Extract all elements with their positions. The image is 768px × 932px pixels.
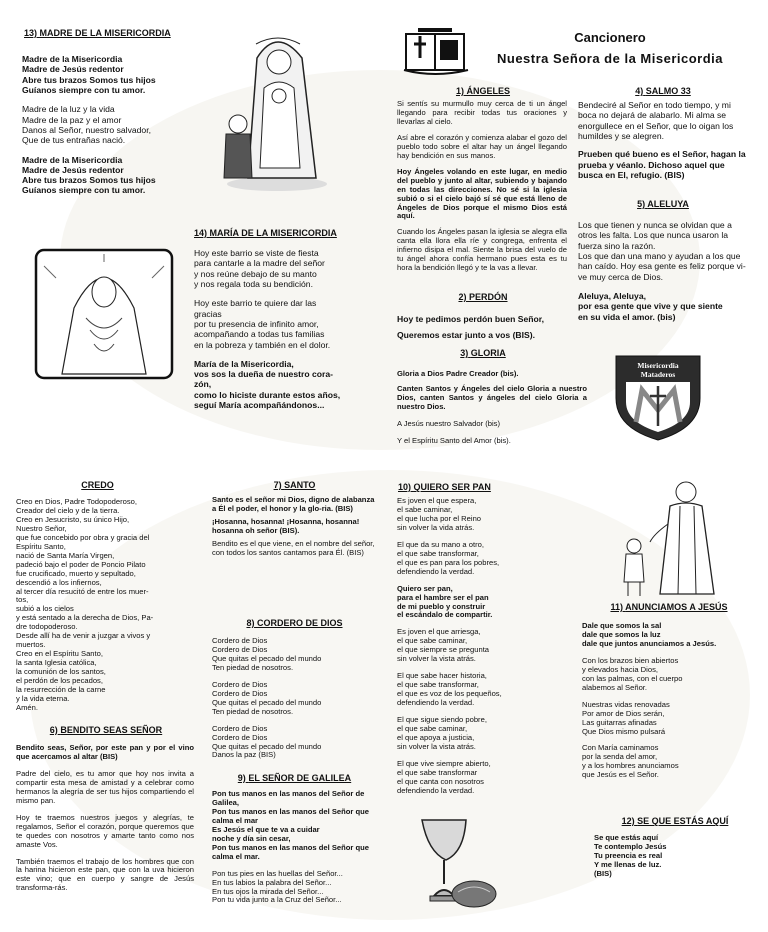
verse: Pon tus manos en las manos del Señor de Galilea, Pon tus manos en las manos del Señor que calma el mar Es Jesús el que te va a cuidar noche y día sin cesar, Pon tus manos en las manos del Señor que calma el mar.	[212, 789, 369, 861]
verse: Con María caminamos por la senda del amor, y a los hombres anunciamos que Jesús es el Señor.	[582, 743, 679, 780]
priest-child-illustration	[610, 478, 740, 600]
verse: También traemos el trabajo de los hombres que con la harina hicieron este pan, que con la uva hicieron este vino; que en cuerpo y sangre de Jesús transforma-rás.	[16, 856, 194, 893]
song-9-title: 9) EL SEÑOR DE GALILEA	[237, 773, 352, 783]
verse: Canten Santos y Ángeles del cielo Gloria a nuestro Dios, canten Santos y ángeles del cielo Gloria a nuestro Dios.	[397, 383, 587, 411]
verse: Así abre el corazón y comienza alabar el gozo del pueblo todo sobre el altar hay un ángel llegando hay bendición en sus manos.	[397, 132, 567, 160]
verse: Prueben qué bueno es el Señor, hagan la prueba y véanlo. Dichoso aquel que busca en El, refugio. (BIS)	[578, 149, 746, 180]
verse: El que sigue siendo pobre, el que sabe caminar, el que apoya a justicia, sin volver la vista atrás.	[397, 715, 487, 751]
song-2-title: 2) PERDÓN	[458, 292, 508, 302]
verse: Quiero ser pan, para el hambre ser el pan de mi pueblo y construir el escándalo de compartir.	[397, 583, 493, 620]
verse: Y el Espíritu Santo del Amor (bis).	[397, 435, 511, 445]
song-7-body	[212, 496, 377, 558]
song-12-title: 12) SE QUE ESTÁS AQUÍ	[621, 816, 729, 826]
song-13-body	[22, 54, 212, 196]
logo-text: Misericordia Mataderos	[637, 361, 679, 379]
verse: Hoy te pedimos perdón buen Señor,	[397, 314, 545, 324]
verse: Pon tus pies en las huellas del Señor... En tus labios la palabra del Señor... En tus ojos la mirada del Señor... Pon tu vida junto a la Cruz del Señor...	[212, 868, 343, 905]
parish-logo	[612, 352, 704, 442]
verse: El que da su mano a otro, el que sabe transformar, el que es pan para los pobres, defendiendo la verdad.	[397, 539, 500, 576]
song-2-body	[397, 314, 572, 341]
verse: Hoy Ángeles volando en este lugar, en medio del pueblo y junto al altar, subiendo y bajando en todas las direcciones. No sé si la iglesia subió o si el cielo bajó sí sé que está lleno de Ángeles de Dios porque el mismo Dios está aquí.	[397, 166, 567, 221]
page-title	[480, 30, 740, 66]
verse: Hoy te traemos nuestros juegos y alegrías, te regalamos, Señor el corazón, porque queremos que te quedes con nosotros y amarte tanto como nos amaste Vos.	[16, 812, 194, 849]
verse: ¡Hosanna, hosanna! ¡Hosanna, hosanna! hosanna oh señor (BIS).	[212, 516, 360, 535]
verse: Cuando los Ángeles pasan la iglesia se alegra ella canta ella llora ella ríe y congrega, enfrenta el infierno disipa el mal. Siente la brisa del vuelo de tu ángel ahora confía hermano pues esta es tu hora la bendición llegó y te la vas a llevar.	[397, 227, 567, 273]
verse: Dale que somos la sal dale que somos la luz dale que juntos anunciamos a Jesús.	[582, 621, 717, 648]
song-14-title: 14) MARÍA DE LA MISERICORDIA	[194, 228, 337, 238]
verse: A Jesús nuestro Salvador (bis)	[397, 418, 500, 428]
verse: Santo es el señor mi Dios, digno de alabanza a Él el poder, el honor y la glo-ria. (BIS)	[212, 495, 375, 513]
verse: El que vive siempre abierto, el que sabe transformar el que canta con nosotros defendiendo la verdad.	[397, 758, 491, 795]
verse: Padre del cielo, es tu amor que hoy nos invita a compartir esta mesa de amistad y a celebrar como hermanos la alegría de ser tus hijos compartiendo el mismo pan.	[16, 768, 194, 805]
verse: Aleluya, Aleluya, por esa gente que vive y que siente en su vida el amor. (bis)	[578, 290, 723, 322]
mary-framed-illustration	[34, 248, 174, 380]
song-3-body	[397, 370, 587, 446]
verse: Se que estás aquí Te contemplo Jesús Tu preencia es real Y me llenas de luz. (BIS)	[594, 833, 667, 878]
verse: Madre de la luz y la vida Madre de la paz y el amor Danos al Señor, nuestro salvador, Que de tus entrañas nació.	[22, 104, 151, 146]
virgin-child-illustration	[212, 28, 330, 193]
verse: Creo en Dios, Padre Todopoderoso, Creador del cielo y de la tierra. Creo en Jesucristo, su único Hijo, Nuestro Señor, que fue concebido por obra y gracia del Espíritu Santo, nació de Santa María Virgen, padeció bajo el poder de Poncio Pilato fue crucificado, muerto y sepultado, descendió a los infiernos, al tercer día resucitó de entre los muer- tos, subió a los cielos y está sentado a la derecha de Dios, Pa- dre todopoderoso. Desde allí ha de venir a juzgar a vivos y muertos. Creo en el Espíritu Santo, la santa Iglesia católica, la comunión de los santos, el perdón de los pecados, la resurrección de la carne y la vida eterna. Amén.	[16, 497, 154, 712]
song-1-body	[397, 100, 567, 273]
song-11-title: 11) ANUNCIAMOS A JESÚS	[610, 602, 728, 612]
verse: Hoy este barrio se viste de fiesta para cantarle a la madre del señor y nos reúne debajo de su manto y nos regala toda su bendición.	[194, 248, 325, 289]
verse: Madre de la Misericordia Madre de Jesús redentor Abre tus brazos Somos tus hijos Guíanos siempre con tu amor.	[22, 54, 156, 95]
song-10-title: 10) QUIERO SER PAN	[398, 482, 491, 492]
verse: Es joven el que arriesga, el que sabe caminar, el que siempre se pregunta sin volver la vista atrás.	[397, 627, 490, 664]
song-14-body	[194, 248, 364, 410]
verse: Los que tienen y nunca se olvidan que a otros les falta. Los que nunca usaron la fuerza sino la razón. Los que dan una mano y ayudan a los que han caído. Hoy esa gente es feliz porque vi-ve muy cerca de Dios.	[578, 220, 746, 282]
song-8-body	[212, 637, 377, 760]
verse: Nuestras vidas renovadas Por amor de Dios serán, Las guitarras afinadas Que Dios mismo pulsará	[582, 699, 670, 736]
song-3-title: 3) GLORIA	[460, 348, 506, 358]
header-book-icon	[400, 26, 472, 76]
verse: Queremos estar junto a vos (BIS).	[397, 330, 536, 341]
song-5-body	[578, 220, 750, 322]
song-9-body	[212, 790, 380, 905]
verse: Si sentís su murmullo muy cerca de ti un ángel llegando para recibir todas tus oraciones y llevarlas al cielo.	[397, 99, 567, 126]
song-6-title: 6) BENDITO SEAS SEÑOR	[49, 725, 163, 735]
song-1-title: 1) ÁNGELES	[455, 86, 511, 96]
verse: María de la Misericordia, vos sos la dueña de nuestro cora- zón, como lo hiciste durante estos años, seguí María acompañándonos...	[194, 358, 341, 411]
song-10-body	[397, 497, 532, 796]
verse: Es joven el que espera, el sabe caminar, el que lucha por el Reino sin volver la vida atrás.	[397, 496, 482, 532]
song-8-title: 8) CORDERO DE DIOS	[246, 618, 343, 628]
verse: Cordero de Dios Cordero de Dios Que quitas el pecado del mundo Danos la paz (BIS)	[212, 723, 322, 760]
credo-title: CREDO	[81, 480, 114, 490]
verse: Madre de la Misericordia Madre de Jesús redentor Abre tus brazos Somos tus hijos Guíanos siempre con tu amor.	[22, 154, 156, 196]
verse: Cordero de Dios Cordero de Dios Que quitas el pecado del mundo Ten piedad de nosotros.	[212, 636, 322, 672]
song-4-body	[578, 100, 750, 180]
verse: Cordero de Dios Cordero de Dios Que quitas el pecado del mundo Ten piedad de nosotros.	[212, 679, 322, 716]
title-line-1: Cancionero	[574, 30, 646, 45]
title-line-2: Nuestra Señora de la Misericordia	[496, 51, 724, 66]
song-7-title: 7) SANTO	[273, 480, 316, 490]
verse: Bendito es el que viene, en el nombre del señor, con todos los santos cantamos para Él. (BIS)	[212, 538, 375, 557]
verse: Bendito seas, Señor, por este pan y por el vino que acercamos al altar (BIS)	[16, 743, 194, 761]
credo-body	[16, 498, 196, 713]
song-4-title: 4) SALMO 33	[635, 86, 691, 96]
verse: Hoy este barrio te quiere dar las gracias por tu presencia de infinito amor, acompañando a todas tus familias en la pobreza y también en el dolor.	[194, 298, 331, 350]
verse: Bendeciré al Señor en todo tiempo, y mi boca no dejará de alabarlo. Mi alma se enorgullece en el Señor, que lo oigan los humildes y se alegren.	[578, 100, 734, 141]
verse: Gloria a Dios Padre Creador (bis).	[397, 369, 519, 378]
verse: Con los brazos bien abiertos y elevados hacia Dios, con las palmas, con el cuerpo alabemos al Señor.	[582, 655, 683, 692]
song-11-body	[582, 622, 750, 780]
verse: El que sabe hacer historia, el que sabe transformar, el que es voz de los pequeños, defendiendo la verdad.	[397, 671, 502, 708]
song-13-title: 13) MADRE DE LA MISERICORDIA	[24, 28, 171, 38]
song-5-title: 5) ALELUYA	[637, 199, 689, 209]
song-6-body	[16, 744, 194, 893]
chalice-bread-illustration	[404, 812, 500, 912]
song-12-body	[594, 834, 734, 879]
